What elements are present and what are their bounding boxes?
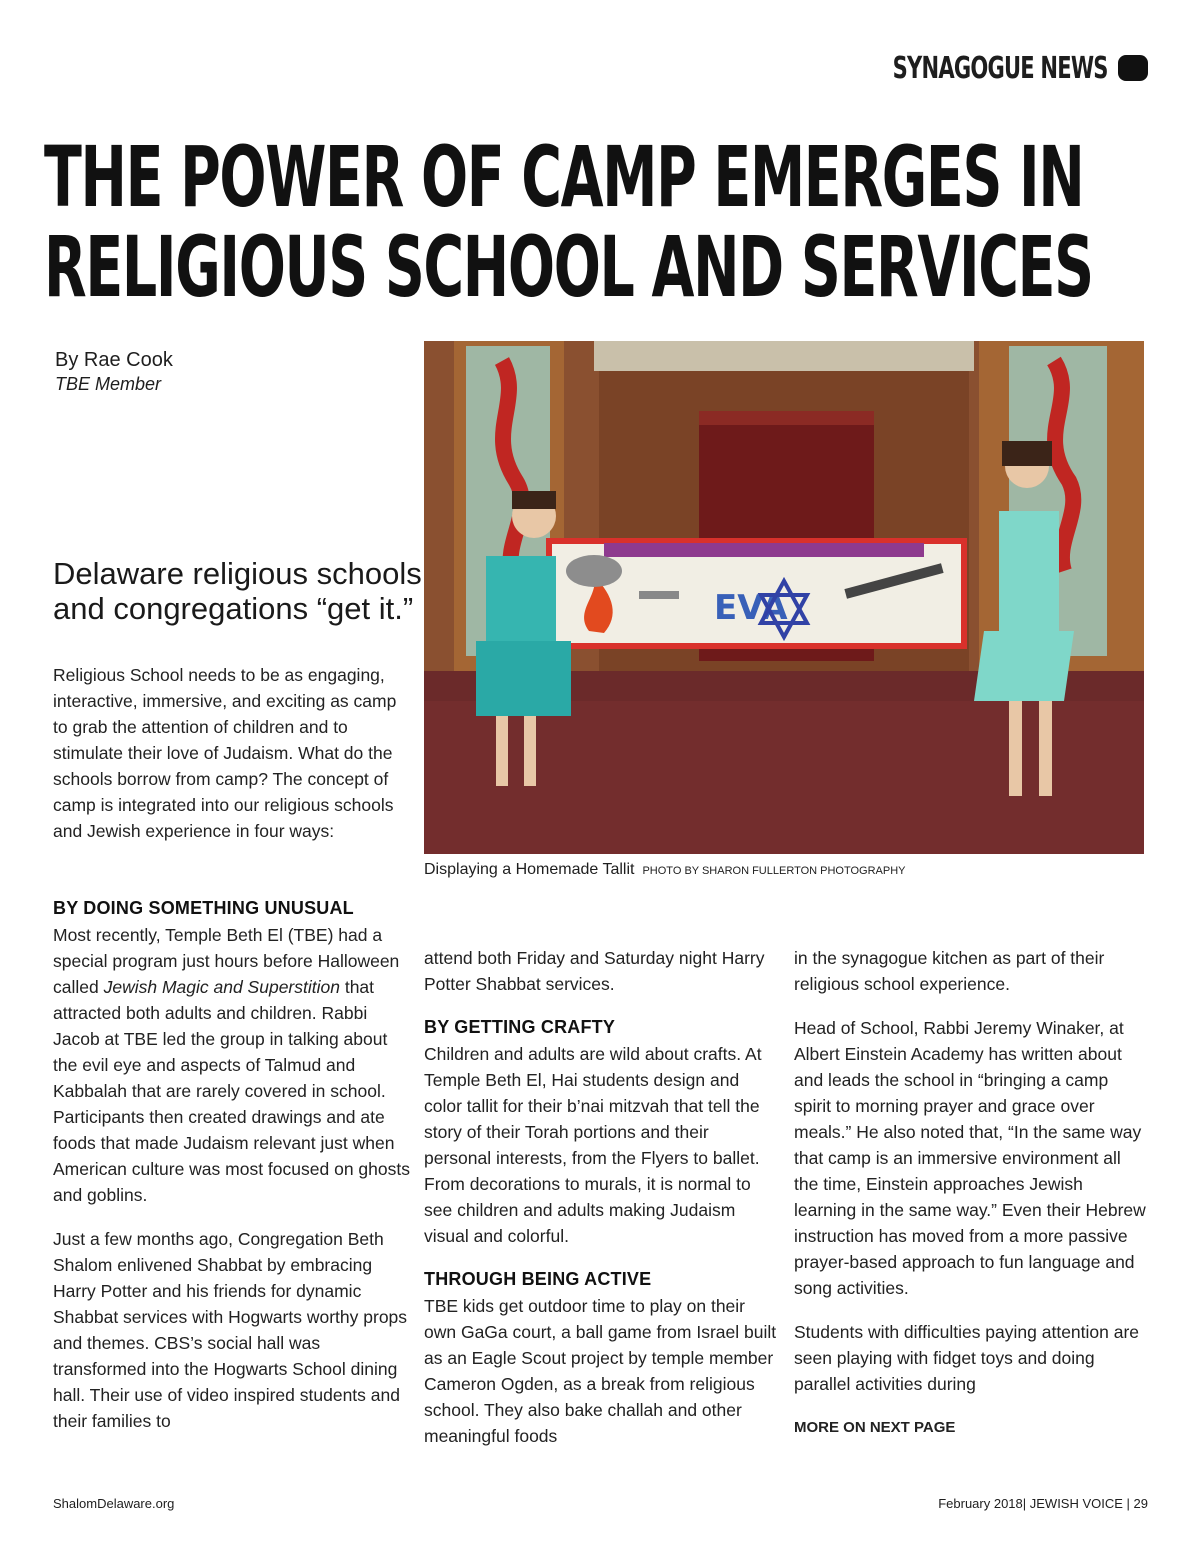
photo-tallit	[424, 341, 1144, 854]
footer-issue: February 2018| JEWISH VOICE | 29	[938, 1496, 1148, 1511]
paragraph-active-2: Head of School, Rabbi Jeremy Winaker, at Albert Einstein Academy has written about and leads the school in “bringing a camp spirit to morning prayer and grace over meals.” He also noted that, “In the same way that camp is an immersive environment all the time, Einstein approaches Jewish learning in the same way.” Even their Hebrew instruction has moved from a more passive prayer-based approach to fun language and song activities.	[794, 1018, 1146, 1298]
more-on-next-page: MORE ON NEXT PAGE	[794, 1419, 956, 1436]
heading-unusual: BY DOING SOMETHING UNUSUAL	[53, 898, 354, 918]
column-3	[794, 945, 1149, 1441]
section-label-text: SYNAGOGUE NEWS	[892, 50, 1108, 86]
footer-site: ShalomDelaware.org	[53, 1496, 175, 1511]
headline-line-1: THE POWER OF CAMP EMERGES IN	[44, 128, 1084, 226]
paragraph-unusual-2: Just a few months ago, Congregation Beth Shalom enlivened Shabbat by embracing Harry Potter and his friends for dynamic Shabbat services with Hogwarts worthy props and themes. CBS’s social hall was transformed into the Hogwarts School dining hall. Their use of video inspired students and their families to	[53, 1229, 408, 1431]
caption-text: Displaying a Homemade Tallit	[424, 861, 635, 878]
headline	[44, 128, 1093, 316]
paragraph-active-1: TBE kids get outdoor time to play on their own GaGa court, a ball game from Israel built as an Eagle Scout project by temple member Cameron Ogden, as a break from religious school. They also bake challah and other meaningful foods	[424, 1296, 777, 1446]
byline	[55, 348, 173, 396]
author-role: TBE Member	[55, 374, 162, 394]
paragraph-unusual-1: Most recently, Temple Beth El (TBE) had a special program just hours before Halloween called Jewish Magic and Superstition that attracted both adults and children. Rabbi Jacob at TBE led the group in talking about the evil eye and aspects of Talmud and Kabbalah that are rarely covered in school. Participants then created drawings and ate foods that made Judaism relevant just when American culture was most focused on ghosts and goblins.	[53, 925, 410, 1205]
intro-paragraph: Religious School needs to be as engaging, interactive, immersive, and exciting as camp to grab the attention of children and to stimulate their love of Judaism. What do the schools borrow from camp? The concept of camp is integrated into our religious schools and Jewish experience in four ways:	[53, 665, 397, 841]
photo-illustration	[424, 341, 1144, 854]
column-1	[53, 896, 413, 1452]
section-label	[832, 48, 1148, 88]
paragraph-active-3: Students with difficulties paying attention are seen playing with fidget toys and doing parallel activities during	[794, 1322, 1140, 1394]
headline-line-2: RELIGIOUS SCHOOL AND SERVICES	[44, 218, 1093, 316]
photo-caption	[424, 861, 906, 879]
paragraph-crafty: Children and adults are wild about crafts. At Temple Beth El, Hai students design and color tallit for their b’nai mitzvah that tell the story of their Torah portions and their personal interests, from the Flyers to ballet. From decorations to murals, it is normal to see children and adults making Judaism visual and colorful.	[424, 1044, 762, 1246]
author: By Rae Cook	[55, 349, 173, 371]
deck: Delaware religious schools and congregations “get it.”	[53, 556, 422, 626]
column-2	[424, 945, 779, 1467]
banner-text: EVA	[714, 588, 788, 628]
photo-credit: PHOTO BY SHARON FULLERTON PHOTOGRAPHY	[642, 865, 906, 877]
heading-crafty: BY GETTING CRAFTY	[424, 1017, 616, 1037]
section-tab-icon	[1118, 55, 1148, 81]
paragraph-active-1-continued: in the synagogue kitchen as part of their religious school experience.	[794, 948, 1105, 994]
paragraph-unusual-2-continued: attend both Friday and Saturday night Harry Potter Shabbat services.	[424, 948, 765, 994]
intro-column	[53, 662, 413, 862]
heading-active: THROUGH BEING ACTIVE	[424, 1269, 652, 1289]
